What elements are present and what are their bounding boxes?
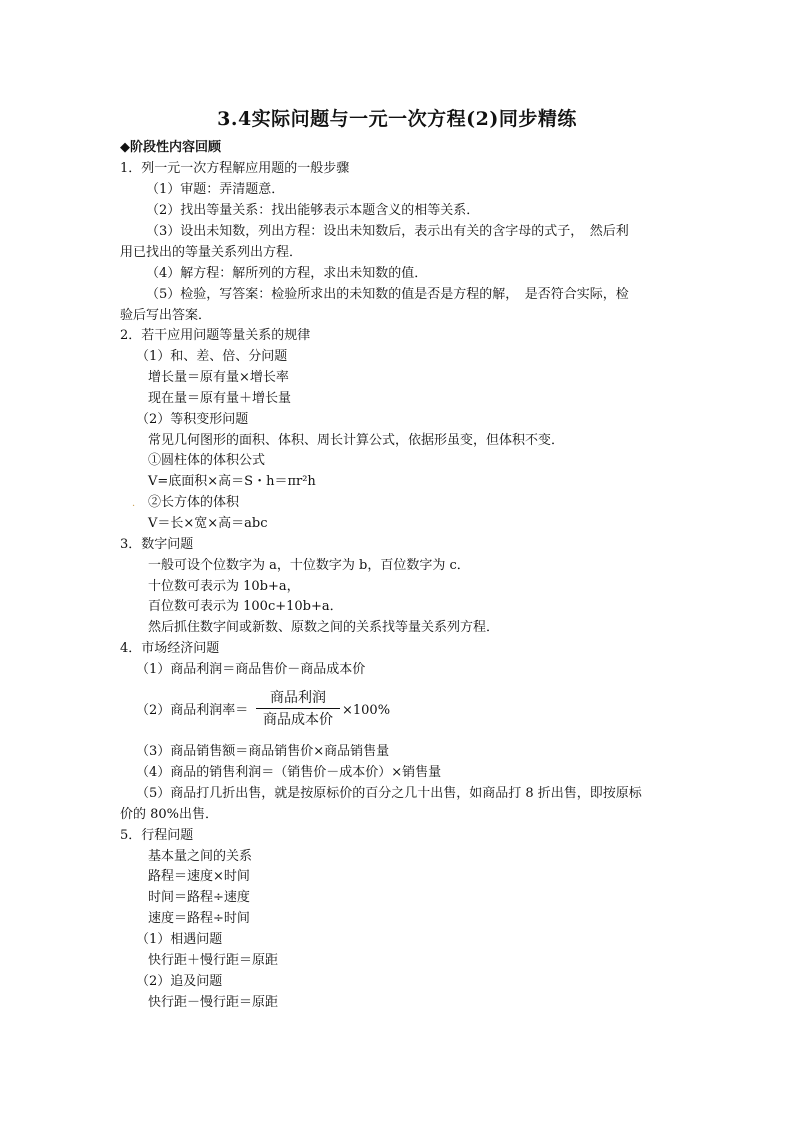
text-line: 3．数字问题 bbox=[120, 537, 194, 552]
text-line: （1）审题：弄清题意． bbox=[146, 182, 285, 197]
fraction-bar bbox=[256, 708, 340, 709]
fraction-denominator: 商品成本价 bbox=[263, 712, 333, 728]
text-line: （2）找出等量关系：找出能够表示本题含义的相等关系． bbox=[146, 203, 480, 218]
text-line: 4．市场经济问题 bbox=[120, 641, 220, 656]
text-line: （3）设出未知数，列出方程：设出未知数后，表示出有关的含字母的式子， 然后利 bbox=[146, 224, 629, 239]
text-line: 5．行程问题 bbox=[120, 828, 194, 843]
text-line: 然后抓住数字间或新数、原数之间的关系找等量关系列方程． bbox=[148, 620, 500, 635]
text-line: 快行距－慢行距＝原距 bbox=[148, 995, 279, 1010]
text-line: （5）商品打几折出售，就是按原标价的百分之几十出售，如商品打 8 折出售，即按原标 bbox=[136, 786, 642, 801]
text-line: 快行距＋慢行距＝原距 bbox=[148, 953, 279, 968]
text-line: 验后写出答案． bbox=[120, 308, 212, 323]
page-title: 3.4实际问题与一元一次方程(2)同步精练 bbox=[217, 108, 577, 130]
bullet-mark: ． bbox=[132, 498, 142, 509]
text-line: （2）等积变形问题 bbox=[136, 412, 249, 427]
fraction-numerator: 商品利润 bbox=[270, 690, 326, 706]
text-line: V=底面积×高＝S・h＝πr²h bbox=[148, 474, 316, 489]
text-line: 百位数可表示为 100c+10b+a． bbox=[148, 599, 343, 614]
text-line: ①圆柱体的体积公式 bbox=[148, 453, 266, 468]
text-line: 一般可设个位数字为 a，十位数字为 b，百位数字为 c． bbox=[148, 558, 470, 573]
text-line: 速度＝路程÷时间 bbox=[148, 911, 250, 926]
text-line: 十位数可表示为 10b+a， bbox=[148, 579, 300, 594]
text-line: （4）商品的销售利润＝（销售价－成本价）×销售量 bbox=[136, 765, 442, 780]
text-line: 路程＝速度×时间 bbox=[148, 869, 250, 884]
text-line: 1．列一元一次方程解应用题的一般步骤 bbox=[120, 161, 350, 176]
text-line: 2．若干应用问题等量关系的规律 bbox=[120, 328, 311, 343]
text-line: （2）追及问题 bbox=[136, 974, 223, 989]
text-line: 基本量之间的关系 bbox=[148, 849, 253, 864]
text-line: （1）商品利润＝商品售价－商品成本价 bbox=[136, 662, 366, 677]
text-line: 时间＝路程÷速度 bbox=[148, 890, 250, 905]
text-line: （4）解方程：解所列的方程，求出未知数的值． bbox=[146, 266, 428, 281]
text-line: V＝长×宽×高＝abc bbox=[148, 516, 268, 531]
text-line: （5）检验，写答案：检验所求出的未知数的值是否是方程的解， 是否符合实际，检 bbox=[146, 287, 629, 302]
text-line: 现在量＝原有量＋增长量 bbox=[148, 391, 292, 406]
section-heading: ◆阶段性内容回顾 bbox=[120, 140, 221, 155]
text-line: （1）和、差、倍、分问题 bbox=[136, 349, 288, 364]
profit-rate-fraction bbox=[256, 689, 340, 729]
text-line: 常见几何图形的面积、体积、周长计算公式，依据形虽变，但体积不变． bbox=[148, 433, 565, 448]
text-line: ②长方体的体积 bbox=[148, 495, 240, 510]
text-line: 价的 80%出售． bbox=[120, 807, 219, 822]
text-line: （1）相遇问题 bbox=[136, 932, 223, 947]
profit-rate-suffix: ×100% bbox=[342, 703, 391, 718]
profit-rate-prefix: （2）商品利润率＝ bbox=[136, 703, 249, 718]
text-line: 增长量＝原有量×增长率 bbox=[148, 370, 289, 385]
text-line: 用已找出的等量关系列出方程． bbox=[120, 245, 303, 260]
text-line: （3）商品销售额＝商品销售价×商品销售量 bbox=[136, 744, 390, 759]
